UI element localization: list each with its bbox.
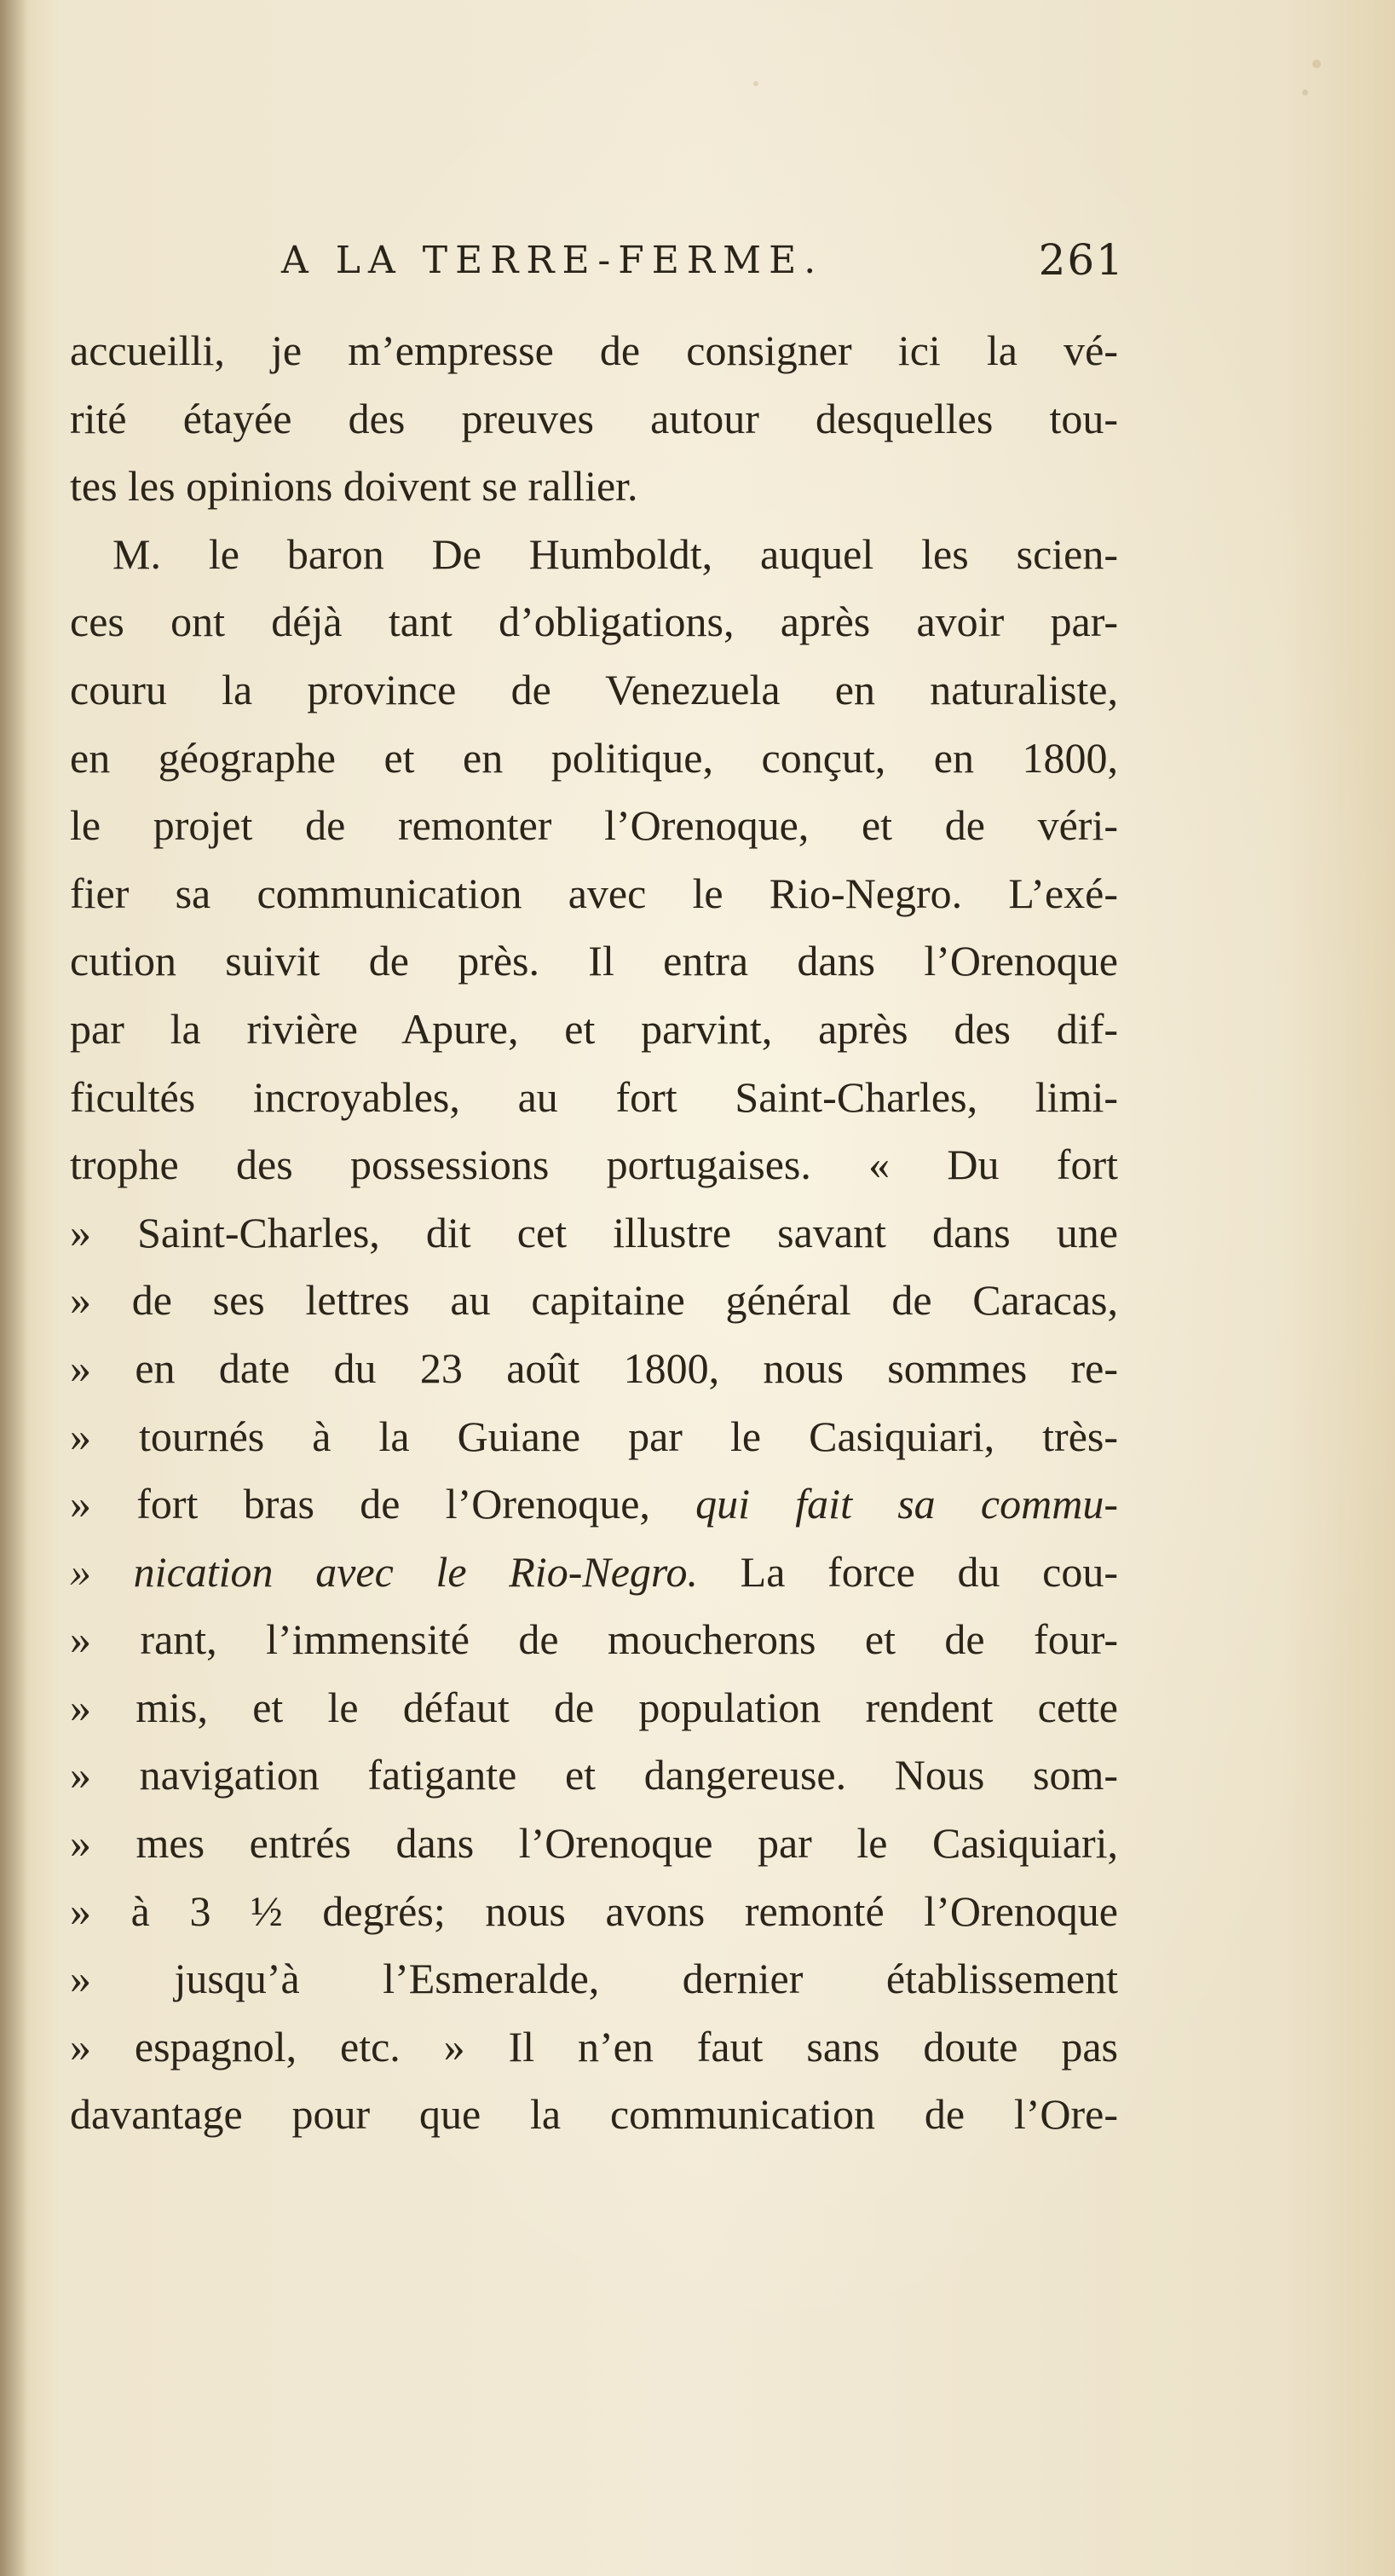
text-line: » en date du 23 août 1800, nous sommes re- (70, 1343, 1118, 1392)
text-line (70, 1470, 1118, 1539)
text-line: » espagnol, etc. » Il n’en faut sans doute pas (70, 2022, 1118, 2071)
text-line: » rant, l’immensité de moucherons et de four- (70, 1615, 1118, 1664)
text-run: » fort bras de l’Orenoque, (70, 1480, 696, 1528)
text-line: davantage pour que la communication de l’Ore- (70, 2090, 1118, 2139)
text-line: en géographe et en politique, conçut, en 1800, (70, 733, 1118, 782)
text-line: » tournés à la Guiane par le Casiquiari, très- (70, 1412, 1118, 1460)
paper-stain (753, 81, 758, 86)
running-head (281, 235, 1125, 298)
text-line: » mes entrés dans l’Orenoque par le Casiquiari, (70, 1819, 1118, 1868)
text-line: cution suivit de près. Il entra dans l’Orenoque (70, 937, 1118, 985)
italic-run: » nication avec le Rio-Negro. (70, 1547, 698, 1596)
body-text (70, 317, 1118, 2149)
text-line: » Saint-Charles, dit cet illustre savant dans une (70, 1208, 1118, 1256)
paper-stain (1302, 90, 1308, 95)
text-line: ficultés incroyables, au fort Saint-Charles, limi- (70, 1072, 1118, 1121)
text-line: tes les opinions doivent se rallier. (70, 462, 638, 511)
text-line: rité étayée des preuves autour desquelles tou- (70, 394, 1118, 442)
text-line: » de ses lettres au capitaine général de Caracas, (70, 1276, 1118, 1325)
text-line: par la rivière Apure, et parvint, après des dif- (70, 1004, 1118, 1053)
text-line: trophe des possessions portugaises. « Du fort (70, 1141, 1118, 1189)
text-line (70, 1539, 1118, 1607)
text-line: » à 3 ½ degrés; nous avons remonté l’Orenoque (70, 1886, 1118, 1935)
paper-stain (1312, 60, 1321, 68)
text-line: fier sa communication avec le Rio-Negro. L’exé- (70, 869, 1118, 917)
binding-shadow (0, 0, 29, 2576)
italic-run: qui fait sa commu- (695, 1480, 1118, 1528)
text-line: M. le baron De Humboldt, auquel les scien- (112, 529, 1118, 578)
text-line: le projet de remonter l’Orenoque, et de véri- (70, 801, 1118, 850)
text-line: couru la province de Venezuela en naturaliste, (70, 665, 1118, 713)
text-line: » jusqu’à l’Esmeralde, dernier établissement (70, 1955, 1118, 2003)
text-run: La force du cou- (698, 1547, 1118, 1596)
text-line: » mis, et le défaut de population rendent cette (70, 1683, 1118, 1731)
running-title: A LA TERRE-FERME. (281, 239, 824, 282)
page-number: 261 (1038, 235, 1125, 285)
text-line: accueilli, je m’empresse de consigner ici la vé- (70, 326, 1118, 374)
text-line: » navigation fatigante et dangereuse. Nous som- (70, 1751, 1118, 1799)
text-line: ces ont déjà tant d’obligations, après avoir par- (70, 598, 1118, 646)
